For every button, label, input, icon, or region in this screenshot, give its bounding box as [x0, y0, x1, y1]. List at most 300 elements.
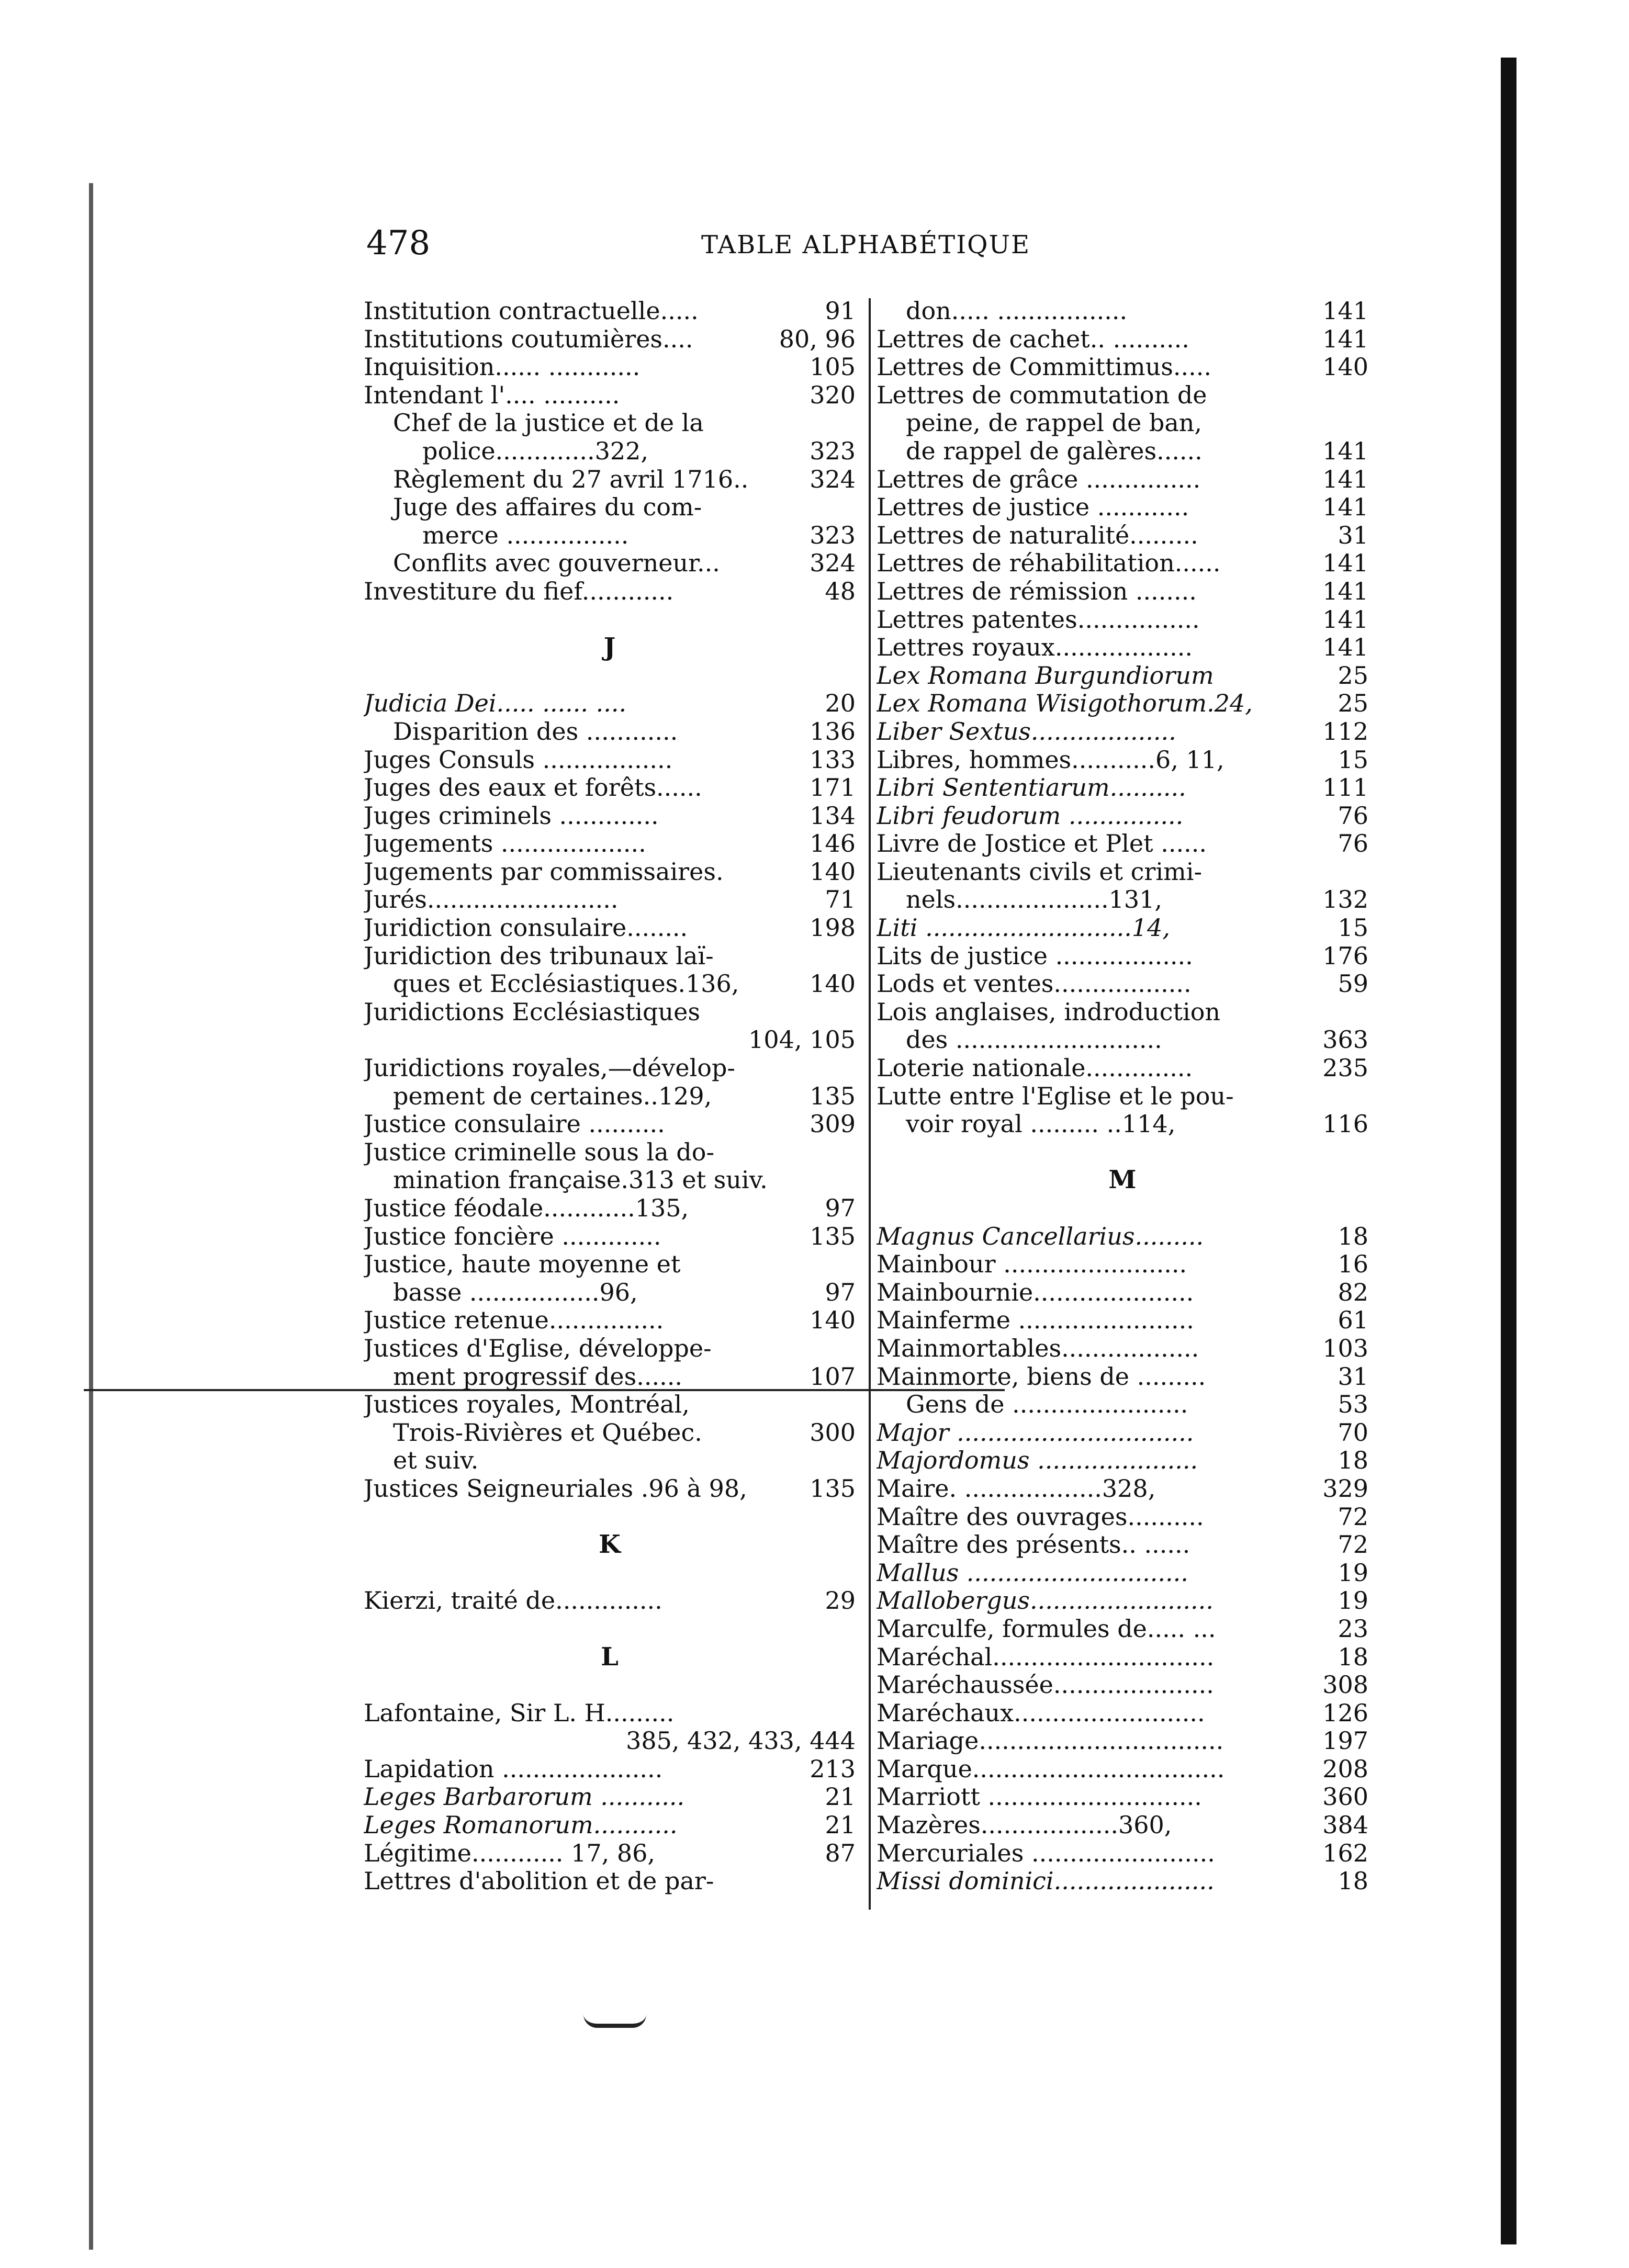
- entry-term: ment progressif des......: [393, 1362, 682, 1391]
- entry-term: mination française.313 et suiv.: [393, 1166, 768, 1194]
- index-entry: [877, 1587, 1368, 1615]
- index-entry: [364, 1419, 856, 1447]
- entry-pages: 112: [1322, 717, 1368, 746]
- index-entry: [877, 1840, 1368, 1868]
- entry-pages: 135: [810, 1474, 856, 1503]
- index-column-left: [364, 297, 856, 1895]
- index-entry: [364, 1335, 856, 1363]
- entry-term: Lettres royaux..................: [877, 634, 1193, 662]
- ink-mark: [583, 2014, 646, 2028]
- entry-term: Leges Romanorum...........: [364, 1811, 678, 1840]
- page-header: [366, 225, 1361, 262]
- blank-line: [877, 1194, 1368, 1223]
- index-entry: [877, 549, 1368, 578]
- index-entry: [364, 1727, 856, 1755]
- entry-term: Libres, hommes...........6, 11,: [877, 746, 1224, 774]
- index-entry: [877, 1643, 1368, 1672]
- entry-term: Marculfe, formules de..... ...: [877, 1615, 1216, 1643]
- index-entry: [364, 1783, 856, 1811]
- index-entry: [877, 1279, 1368, 1307]
- entry-term: Mallus .............................: [877, 1559, 1188, 1587]
- entry-pages: 80, 96: [779, 325, 856, 353]
- entry-term: Juridictions Ecclésiastiques: [364, 998, 700, 1026]
- index-entry: [877, 1811, 1368, 1840]
- entry-term: Magnus Cancellarius.........: [877, 1222, 1204, 1250]
- index-entry: [364, 1250, 856, 1279]
- index-entry: [364, 802, 856, 830]
- index-entry: [364, 1755, 856, 1784]
- index-entry: [364, 409, 856, 437]
- index-entry: [877, 1615, 1368, 1643]
- entry-term: Mainmortables..................: [877, 1334, 1199, 1362]
- index-entry: [877, 1391, 1368, 1419]
- entry-term: Chef de la justice et de la: [393, 409, 704, 437]
- entry-pages: 18: [1338, 1447, 1368, 1475]
- entry-term: ques et Ecclésiastiques.136,: [393, 970, 739, 998]
- entry-pages: 135: [810, 1082, 856, 1110]
- index-entry: [364, 1166, 856, 1194]
- entry-pages: 103: [1322, 1334, 1368, 1362]
- entry-term: Justices Seigneuriales .96 à 98,: [364, 1474, 747, 1503]
- entry-pages: 23: [1338, 1615, 1368, 1643]
- index-entry: [877, 1335, 1368, 1363]
- entry-pages: 323: [810, 437, 856, 465]
- index-entry: [364, 1587, 856, 1615]
- entry-term: Intendant l'.... ..........: [364, 381, 620, 409]
- entry-term: Institution contractuelle.....: [364, 297, 699, 325]
- entry-pages: 76: [1338, 802, 1368, 830]
- entry-term: Maître des présents.. ......: [877, 1531, 1190, 1559]
- entry-pages: 61: [1338, 1306, 1368, 1335]
- entry-pages: 208: [1322, 1755, 1368, 1783]
- entry-term: Lex Romana Burgundiorum: [877, 661, 1214, 690]
- entry-term: Conflits avec gouverneur...: [393, 549, 720, 578]
- entry-pages: 363: [1322, 1026, 1368, 1054]
- binding-shadow-bar: [1501, 58, 1516, 2244]
- index-entry: [364, 1867, 856, 1895]
- entry-pages: 324: [810, 465, 856, 493]
- index-entry: [364, 1110, 856, 1138]
- entry-pages: 29: [825, 1587, 856, 1615]
- entry-term: Justice foncière .............: [364, 1222, 661, 1250]
- blank-line: [364, 1615, 856, 1643]
- index-entry: [364, 774, 856, 802]
- index-entry: [877, 886, 1368, 914]
- index-entry: [877, 858, 1368, 886]
- index-entry: [364, 970, 856, 998]
- index-entry: [877, 409, 1368, 437]
- entry-term: don..... .................: [906, 297, 1128, 325]
- entry-pages: 171: [810, 774, 856, 802]
- entry-pages: 213: [810, 1755, 856, 1783]
- running-title: TABLE ALPHABÉTIQUE: [701, 230, 1030, 259]
- entry-pages: 72: [1338, 1531, 1368, 1559]
- index-entry: [364, 914, 856, 942]
- index-entry: [364, 1138, 856, 1167]
- entry-pages: 329: [1322, 1474, 1368, 1503]
- index-entry: [364, 1447, 856, 1475]
- entry-term: Lettres de réhabilitation......: [877, 549, 1221, 578]
- entry-term: Juridictions royales,—dévelop-: [364, 1054, 735, 1082]
- entry-term: Lettres de justice ............: [877, 493, 1189, 522]
- index-entry: [364, 437, 856, 466]
- index-entry: [877, 998, 1368, 1026]
- section-letter: L: [601, 1643, 619, 1672]
- index-entry: [364, 353, 856, 381]
- entry-pages: 133: [810, 746, 856, 774]
- entry-pages: 308: [1322, 1671, 1368, 1699]
- entry-pages: 141: [1322, 577, 1368, 605]
- index-entry: [877, 1054, 1368, 1082]
- entry-term: Liti ...........................14,: [877, 914, 1171, 942]
- index-entry: [877, 297, 1368, 325]
- entry-term: Kierzi, traité de..............: [364, 1587, 662, 1615]
- entry-term: Maréchal.............................: [877, 1643, 1215, 1671]
- entry-term: Justices royales, Montréal,: [364, 1391, 690, 1419]
- entry-term: Marriott ............................: [877, 1783, 1202, 1811]
- index-entry: [364, 1840, 856, 1868]
- entry-pages: 134: [810, 802, 856, 830]
- entry-pages: 104, 105: [748, 1026, 856, 1054]
- index-entry: [364, 297, 856, 325]
- entry-term: Lods et ventes..................: [877, 970, 1192, 998]
- entry-term: des ...........................: [906, 1026, 1162, 1054]
- entry-term: Gens de .......................: [906, 1391, 1188, 1419]
- entry-pages: 31: [1338, 1362, 1368, 1391]
- index-entry: [364, 578, 856, 606]
- entry-pages: 25: [1338, 690, 1368, 718]
- entry-term: Majordomus .....................: [877, 1447, 1198, 1475]
- index-entry: [364, 858, 856, 886]
- entry-pages: 53: [1338, 1391, 1368, 1419]
- entry-term: Règlement du 27 avril 1716..: [393, 465, 749, 493]
- entry-term: Liber Sextus...................: [877, 717, 1176, 746]
- blank-line: [364, 606, 856, 634]
- entry-term: Lettres de Committimus.....: [877, 353, 1211, 381]
- entry-term: Lettres de commutation de: [877, 381, 1207, 409]
- entry-term: Juridiction consulaire........: [364, 914, 688, 942]
- index-entry: [877, 1531, 1368, 1559]
- entry-pages: 20: [825, 690, 856, 718]
- entry-pages: 141: [1322, 549, 1368, 578]
- entry-term: merce ................: [422, 521, 629, 549]
- entry-term: Maréchaussée.....................: [877, 1671, 1214, 1699]
- entry-pages: 176: [1322, 942, 1368, 970]
- index-entry: [364, 746, 856, 774]
- index-entry: [364, 830, 856, 858]
- entry-pages: 87: [825, 1839, 856, 1867]
- entry-pages: 141: [1322, 634, 1368, 662]
- index-entry: [877, 634, 1368, 662]
- entry-pages: 132: [1322, 886, 1368, 914]
- index-entry: [877, 1699, 1368, 1728]
- index-entry: [877, 1026, 1368, 1054]
- entry-term: Mainferme .......................: [877, 1306, 1194, 1335]
- index-entry: [877, 1110, 1368, 1138]
- entry-term: Justices d'Eglise, développe-: [364, 1334, 712, 1362]
- entry-term: nels....................131,: [906, 886, 1163, 914]
- entry-pages: 385, 432, 433, 444: [626, 1727, 856, 1755]
- entry-term: Lettres de rémission ........: [877, 577, 1197, 605]
- entry-term: Jugements par commissaires.: [364, 857, 724, 886]
- index-entry: [877, 1250, 1368, 1279]
- index-entry: [877, 353, 1368, 381]
- section-letter: J: [603, 634, 616, 662]
- entry-term: Disparition des ............: [393, 717, 678, 746]
- entry-term: Lettres de grâce ...............: [877, 465, 1201, 493]
- index-entry: [877, 914, 1368, 942]
- entry-pages: 19: [1338, 1587, 1368, 1615]
- index-entry: [364, 1279, 856, 1307]
- entry-pages: 25: [1338, 661, 1368, 690]
- entry-pages: 384: [1322, 1811, 1368, 1840]
- entry-pages: 111: [1322, 774, 1368, 802]
- entry-term: Lex Romana Wisigothorum.24,: [877, 690, 1253, 718]
- entry-term: peine, de rappel de ban,: [906, 409, 1203, 437]
- index-entry: [364, 466, 856, 494]
- left-margin-rule: [89, 183, 93, 2250]
- index-entry: [877, 718, 1368, 746]
- entry-term: voir royal ......... ..114,: [906, 1110, 1176, 1138]
- index-entry: [364, 1391, 856, 1419]
- entry-pages: 126: [1322, 1699, 1368, 1727]
- entry-term: Trois-Rivières et Québec.: [393, 1418, 702, 1447]
- index-entry: [877, 1671, 1368, 1699]
- entry-pages: 105: [810, 353, 856, 381]
- index-entry: [877, 437, 1368, 466]
- index-entry: [364, 1194, 856, 1223]
- entry-pages: 116: [1322, 1110, 1368, 1138]
- index-entry: [877, 1727, 1368, 1755]
- index-column-right: [877, 297, 1368, 1895]
- index-entry: [877, 1559, 1368, 1587]
- entry-pages: 70: [1338, 1418, 1368, 1447]
- index-entry: [877, 1082, 1368, 1111]
- entry-pages: 18: [1338, 1222, 1368, 1250]
- entry-pages: 71: [825, 886, 856, 914]
- index-entry: [877, 606, 1368, 634]
- blank-line: [364, 662, 856, 690]
- index-entry: [364, 1054, 856, 1082]
- index-entry: [877, 325, 1368, 354]
- entry-pages: 141: [1322, 493, 1368, 522]
- index-entry: [364, 942, 856, 971]
- entry-pages: 59: [1338, 970, 1368, 998]
- entry-pages: 197: [1322, 1727, 1368, 1755]
- index-entry: [877, 746, 1368, 774]
- entry-term: Mazères..................360,: [877, 1811, 1172, 1840]
- entry-term: Mariage................................: [877, 1727, 1224, 1755]
- entry-pages: 300: [810, 1418, 856, 1447]
- entry-term: Justice féodale............135,: [364, 1194, 689, 1222]
- blank-line: [364, 1559, 856, 1587]
- entry-pages: 146: [810, 830, 856, 858]
- entry-term: et suiv.: [393, 1447, 479, 1475]
- entry-term: Mainmorte, biens de .........: [877, 1362, 1206, 1391]
- index-entry: [877, 690, 1368, 718]
- index-entry: [364, 522, 856, 550]
- entry-term: Lettres de naturalité.........: [877, 521, 1198, 549]
- entry-term: police.............322,: [422, 437, 649, 465]
- entry-pages: 140: [1322, 353, 1368, 381]
- index-entry: [877, 942, 1368, 971]
- entry-term: Justice consulaire ..........: [364, 1110, 665, 1138]
- index-entry: [877, 1419, 1368, 1447]
- entry-pages: 320: [810, 381, 856, 409]
- index-entry: [877, 466, 1368, 494]
- index-entry: [364, 718, 856, 746]
- index-entry: [877, 774, 1368, 802]
- entry-pages: 19: [1338, 1559, 1368, 1587]
- index-entry: [877, 1503, 1368, 1531]
- entry-term: Maire. ..................328,: [877, 1474, 1156, 1503]
- entry-term: de rappel de galères......: [906, 437, 1203, 465]
- entry-pages: 140: [810, 857, 856, 886]
- entry-pages: 198: [810, 914, 856, 942]
- entry-term: Judicia Dei..... ...... ....: [364, 690, 627, 718]
- entry-term: Mainbournie.....................: [877, 1278, 1194, 1306]
- entry-pages: 140: [810, 1306, 856, 1335]
- index-entry: [364, 1699, 856, 1728]
- entry-pages: 97: [825, 1194, 856, 1222]
- entry-pages: 141: [1322, 465, 1368, 493]
- entry-pages: 141: [1322, 437, 1368, 465]
- index-entry: [877, 1363, 1368, 1391]
- entry-pages: 107: [810, 1362, 856, 1391]
- entry-pages: 235: [1322, 1054, 1368, 1082]
- entry-pages: 18: [1338, 1867, 1368, 1895]
- entry-pages: 97: [825, 1278, 856, 1306]
- entry-term: basse .................96,: [393, 1278, 638, 1306]
- entry-pages: 31: [1338, 521, 1368, 549]
- entry-pages: 18: [1338, 1643, 1368, 1671]
- entry-term: Mallobergus........................: [877, 1587, 1214, 1615]
- index-entry: [364, 1363, 856, 1391]
- entry-term: Justice, haute moyenne et: [364, 1250, 681, 1279]
- entry-term: Missi dominici.....................: [877, 1867, 1215, 1895]
- index-entry: [364, 381, 856, 410]
- index-entry: [364, 1475, 856, 1503]
- entry-pages: 91: [825, 297, 856, 325]
- entry-pages: 141: [1322, 297, 1368, 325]
- index-entry: [877, 830, 1368, 858]
- entry-term: pement de certaines..129,: [393, 1082, 712, 1110]
- entry-pages: 324: [810, 549, 856, 578]
- index-entry: [877, 578, 1368, 606]
- index-entry: [364, 549, 856, 578]
- entry-term: Marque.................................: [877, 1755, 1225, 1783]
- entry-pages: 140: [810, 970, 856, 998]
- entry-pages: 72: [1338, 1503, 1368, 1531]
- entry-term: Leges Barbarorum ...........: [364, 1783, 685, 1811]
- entry-pages: 323: [810, 521, 856, 549]
- entry-term: Investiture du fief............: [364, 577, 674, 605]
- index-entry: [364, 690, 856, 718]
- index-entry: [364, 1306, 856, 1335]
- entry-term: Lettres de cachet.. ..........: [877, 325, 1189, 353]
- entry-term: Justice criminelle sous la do-: [364, 1138, 714, 1166]
- blank-line: [364, 1671, 856, 1699]
- index-entry: [877, 802, 1368, 830]
- index-entry: [364, 1811, 856, 1840]
- entry-term: Lutte entre l'Eglise et le pou-: [877, 1082, 1234, 1110]
- entry-term: Juges des eaux et forêts......: [364, 774, 702, 802]
- index-entry: [877, 662, 1368, 690]
- entry-pages: 82: [1338, 1278, 1368, 1306]
- index-entry: [877, 1475, 1368, 1503]
- entry-pages: 16: [1338, 1250, 1368, 1279]
- entry-term: Loterie nationale..............: [877, 1054, 1193, 1082]
- entry-term: Libri feudorum ...............: [877, 802, 1184, 830]
- index-entry: [364, 493, 856, 522]
- entry-term: Lits de justice ..................: [877, 942, 1193, 970]
- blank-line: [364, 1503, 856, 1531]
- index-entry: [364, 886, 856, 914]
- entry-term: Justice retenue...............: [364, 1306, 664, 1335]
- index-entry: [877, 522, 1368, 550]
- entry-term: Lois anglaises, indroduction: [877, 998, 1221, 1026]
- entry-pages: 21: [825, 1783, 856, 1811]
- index-entry: [364, 1026, 856, 1054]
- entry-term: Jugements ...................: [364, 830, 646, 858]
- entry-pages: 76: [1338, 830, 1368, 858]
- entry-term: Livre de Jostice et Plet ......: [877, 830, 1207, 858]
- entry-term: Libri Sententiarum..........: [877, 774, 1186, 802]
- index-entry: [364, 1223, 856, 1251]
- entry-term: Juge des affaires du com-: [393, 493, 702, 522]
- entry-term: Juridiction des tribunaux laï-: [364, 942, 714, 970]
- entry-pages: 141: [1322, 605, 1368, 634]
- entry-pages: 48: [825, 577, 856, 605]
- index-entry: [364, 998, 856, 1026]
- entry-term: Lafontaine, Sir L. H.........: [364, 1699, 675, 1727]
- column-divider: [869, 298, 871, 1910]
- entry-term: Major ...............................: [877, 1418, 1194, 1447]
- entry-term: Inquisition...... ............: [364, 353, 641, 381]
- entry-term: Lieutenants civils et crimi-: [877, 857, 1202, 886]
- index-entry: [877, 493, 1368, 522]
- entry-pages: 162: [1322, 1839, 1368, 1867]
- entry-term: Maître des ouvrages..........: [877, 1503, 1204, 1531]
- entry-pages: 135: [810, 1222, 856, 1250]
- section-letter: K: [599, 1531, 621, 1559]
- entry-term: Juges Consuls .................: [364, 746, 673, 774]
- entry-term: Institutions coutumières....: [364, 325, 693, 353]
- page-number: 478: [366, 224, 431, 263]
- index-entry: [877, 970, 1368, 998]
- entry-pages: 21: [825, 1811, 856, 1840]
- entry-term: Mercuriales ........................: [877, 1839, 1215, 1867]
- index-entry: [877, 381, 1368, 410]
- index-entry: [877, 1447, 1368, 1475]
- entry-pages: 309: [810, 1110, 856, 1138]
- index-entry: [877, 1755, 1368, 1784]
- entry-term: Mainbour ........................: [877, 1250, 1187, 1279]
- entry-term: Lettres d'abolition et de par-: [364, 1867, 714, 1895]
- entry-term: Jurés.........................: [364, 886, 619, 914]
- index-entry: [877, 1306, 1368, 1335]
- entry-term: Lettres patentes................: [877, 605, 1200, 634]
- entry-pages: 360: [1322, 1783, 1368, 1811]
- index-entry: [877, 1867, 1368, 1895]
- entry-term: Maréchaux.........................: [877, 1699, 1205, 1727]
- index-entry: [877, 1223, 1368, 1251]
- entry-pages: 136: [810, 717, 856, 746]
- entry-pages: 141: [1322, 325, 1368, 353]
- blank-line: [877, 1138, 1368, 1167]
- entry-term: Juges criminels .............: [364, 802, 659, 830]
- entry-pages: 15: [1338, 746, 1368, 774]
